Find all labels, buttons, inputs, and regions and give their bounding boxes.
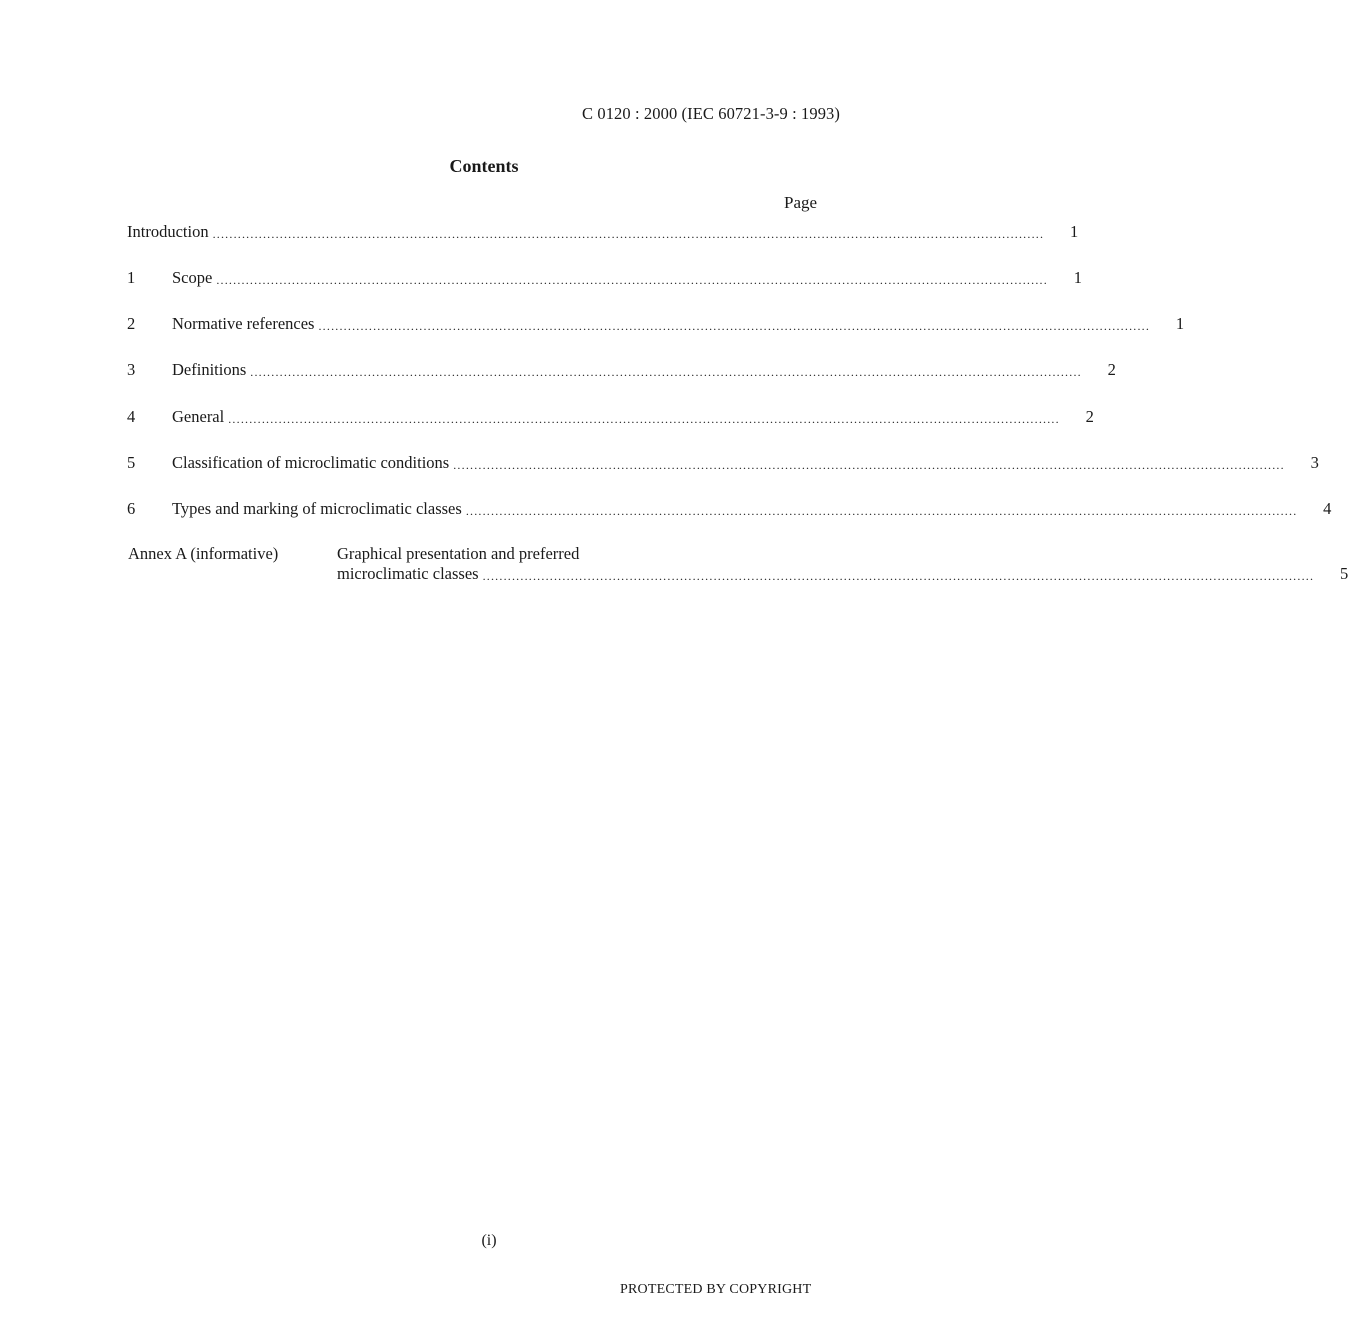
annex-title-line2-row — [337, 564, 1348, 584]
toc-entry-types-and-marking[interactable] — [127, 499, 1332, 519]
toc-entry-page: 3 — [1310, 453, 1319, 472]
toc-entry-classification[interactable] — [127, 453, 1319, 473]
dot-leader: ...................................................................................................................................................................................................... — [465, 504, 1298, 518]
dot-leader: ...................................................................................................................................................................................................... — [212, 227, 1045, 241]
toc-entry-number: 2 — [127, 314, 136, 333]
toc-entry-title: Definitions — [172, 360, 247, 379]
dot-leader: ...................................................................................................................................................................................................... — [228, 412, 1060, 426]
toc-entry-normative-references[interactable] — [127, 314, 1185, 334]
toc-entry-page: 1 — [1175, 314, 1185, 333]
dot-leader: ...................................................................................................................................................................................................... — [250, 365, 1082, 379]
toc-entry-number: 1 — [127, 268, 136, 287]
toc-entry-number: 5 — [127, 453, 136, 472]
toc-entry-number: 3 — [127, 360, 136, 379]
toc-entry-title: Introduction — [127, 222, 209, 241]
copyright-notice: PROTECTED BY COPYRIGHT — [620, 1282, 812, 1297]
toc-entry-page: 1 — [1073, 268, 1082, 287]
annex-title-line2: microclimatic classes — [337, 564, 479, 583]
page-column-header: Page — [784, 193, 818, 212]
toc-entry-general[interactable] — [127, 407, 1094, 427]
contents-heading: Contents — [449, 156, 519, 176]
toc-entry-title: Types and marking of microclimatic classes — [172, 499, 462, 518]
dot-leader: ...................................................................................................................................................................................................... — [482, 569, 1315, 583]
annex-label: Annex A (informative) — [128, 544, 279, 563]
document-identifier: C 0120 : 2000 (IEC 60721-3-9 : 1993) — [582, 104, 840, 123]
toc-entry-title: Scope — [172, 268, 213, 287]
toc-entry-title: General — [172, 407, 225, 426]
toc-entry-page: 2 — [1107, 360, 1116, 379]
toc-entry-page: 1 — [1069, 222, 1079, 241]
toc-entry-introduction[interactable] — [127, 222, 1079, 242]
toc-entry-number: 6 — [127, 499, 136, 518]
annex-page: 5 — [1339, 564, 1348, 583]
toc-entry-scope[interactable] — [127, 268, 1082, 288]
toc-entry-number: 4 — [127, 407, 136, 426]
toc-entry-definitions[interactable] — [127, 360, 1116, 380]
toc-entry-page: 2 — [1085, 407, 1094, 426]
dot-leader: ...................................................................................................................................................................................................... — [216, 273, 1048, 287]
toc-entry-title: Normative references — [172, 314, 315, 333]
toc-entry-title: Classification of microclimatic conditions — [172, 453, 450, 472]
annex-title-line1: Graphical presentation and preferred — [337, 544, 580, 563]
dot-leader: ...................................................................................................................................................................................................... — [453, 458, 1285, 472]
toc-entry-page: 4 — [1323, 499, 1332, 518]
page-number: (i) — [481, 1232, 497, 1249]
dot-leader: ...................................................................................................................................................................................................... — [318, 319, 1151, 333]
